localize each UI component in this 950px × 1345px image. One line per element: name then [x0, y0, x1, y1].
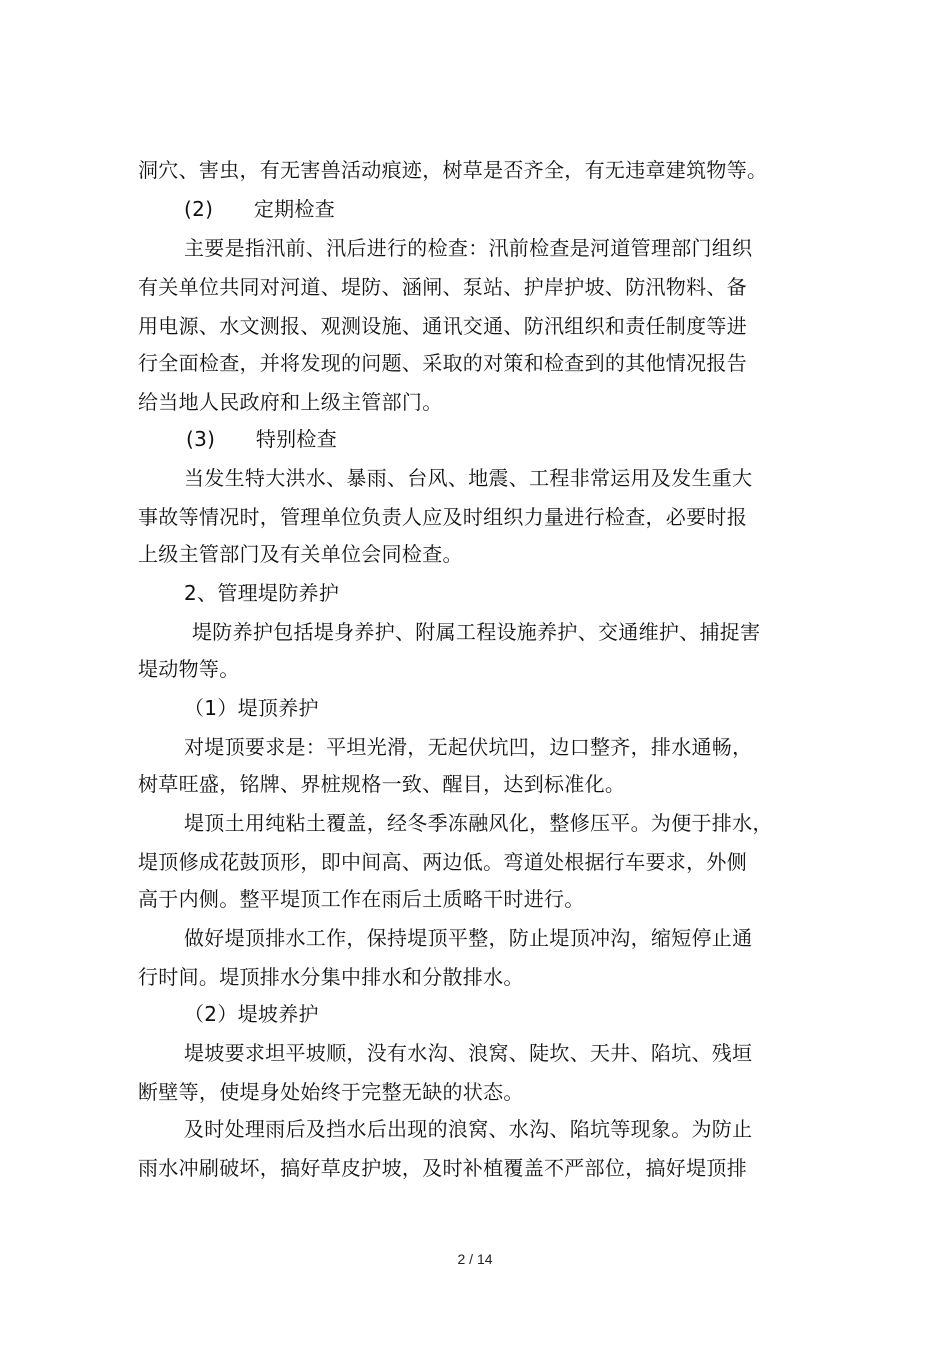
text-line-20: 高于内侧。整平堤顶工作在雨后土质略干时进行。	[138, 887, 585, 911]
section-heading-levee-maintenance: 2、管理堤防养护	[184, 581, 340, 605]
subsection-heading-levee-crest: （1）堤顶养护	[184, 696, 319, 720]
section-heading-periodic-inspection: (2) 定期检查	[184, 197, 336, 221]
text-line-22: 行时间。堤顶排水分集中排水和分散排水。	[138, 965, 524, 989]
text-line-4: 有关单位共同对河道、堤防、涵闸、泵站、护岸护坡、防汛物料、备	[138, 275, 747, 299]
page-number: 2 / 14	[457, 1251, 493, 1267]
text-line-16: 对堤顶要求是：平坦光滑，无起伏坑凹，边口整齐，排水通畅，	[184, 735, 753, 759]
text-line-10: 事故等情况时，管理单位负责人应及时组织力量进行检查，必要时报	[138, 505, 747, 529]
text-line-18: 堤顶土用纯粘土覆盖，经冬季冻融风化，整修压平。为便于排水，	[184, 811, 773, 835]
text-line-3: 主要是指汛前、汛后进行的检查：汛前检查是河道管理部门组织	[184, 236, 753, 260]
text-line-27: 雨水冲刷破坏，搞好草皮护坡，及时补植覆盖不严部位，搞好堤顶排	[138, 1156, 747, 1180]
text-line-6: 行全面检查，并将发现的问题、采取的对策和检查到的其他情况报告	[138, 351, 747, 375]
text-line-5: 用电源、水文测报、观测设施、通讯交通、防汛组织和责任制度等进	[138, 314, 747, 338]
text-line-25: 断壁等，使堤身处始终于完整无缺的状态。	[138, 1080, 524, 1104]
text-line-14: 堤动物等。	[138, 657, 240, 681]
text-line-19: 堤顶修成花鼓顶形，即中间高、两边低。弯道处根据行车要求，外侧	[138, 850, 747, 874]
text-line-17: 树草旺盛，铭牌、界桩规格一致、醒目，达到标准化。	[138, 772, 626, 796]
section-heading-special-inspection: (3) 特别检查	[186, 427, 338, 451]
text-line-11: 上级主管部门及有关单位会同检查。	[138, 542, 463, 566]
text-line-9: 当发生特大洪水、暴雨、台风、地震、工程非常运用及发生重大	[184, 466, 753, 490]
text-line-21: 做好堤顶排水工作，保持堤顶平整，防止堤顶冲沟，缩短停止通	[184, 926, 753, 950]
text-line-7: 给当地人民政府和上级主管部门。	[138, 390, 443, 414]
text-line-13: 堤防养护包括堤身养护、附属工程设施养护、交通维护、捕捉害	[192, 620, 761, 644]
text-line-24: 堤坡要求坦平坡顺，没有水沟、浪窝、陡坎、天井、陷坑、残垣	[184, 1041, 753, 1065]
text-line-26: 及时处理雨后及挡水后出现的浪窝、水沟、陷坑等现象。为防止	[184, 1117, 753, 1141]
text-line-1: 洞穴、害虫，有无害兽活动痕迹，树草是否齐全，有无违章建筑物等。	[138, 158, 768, 182]
subsection-heading-levee-slope: （2）堤坡养护	[184, 1002, 319, 1026]
